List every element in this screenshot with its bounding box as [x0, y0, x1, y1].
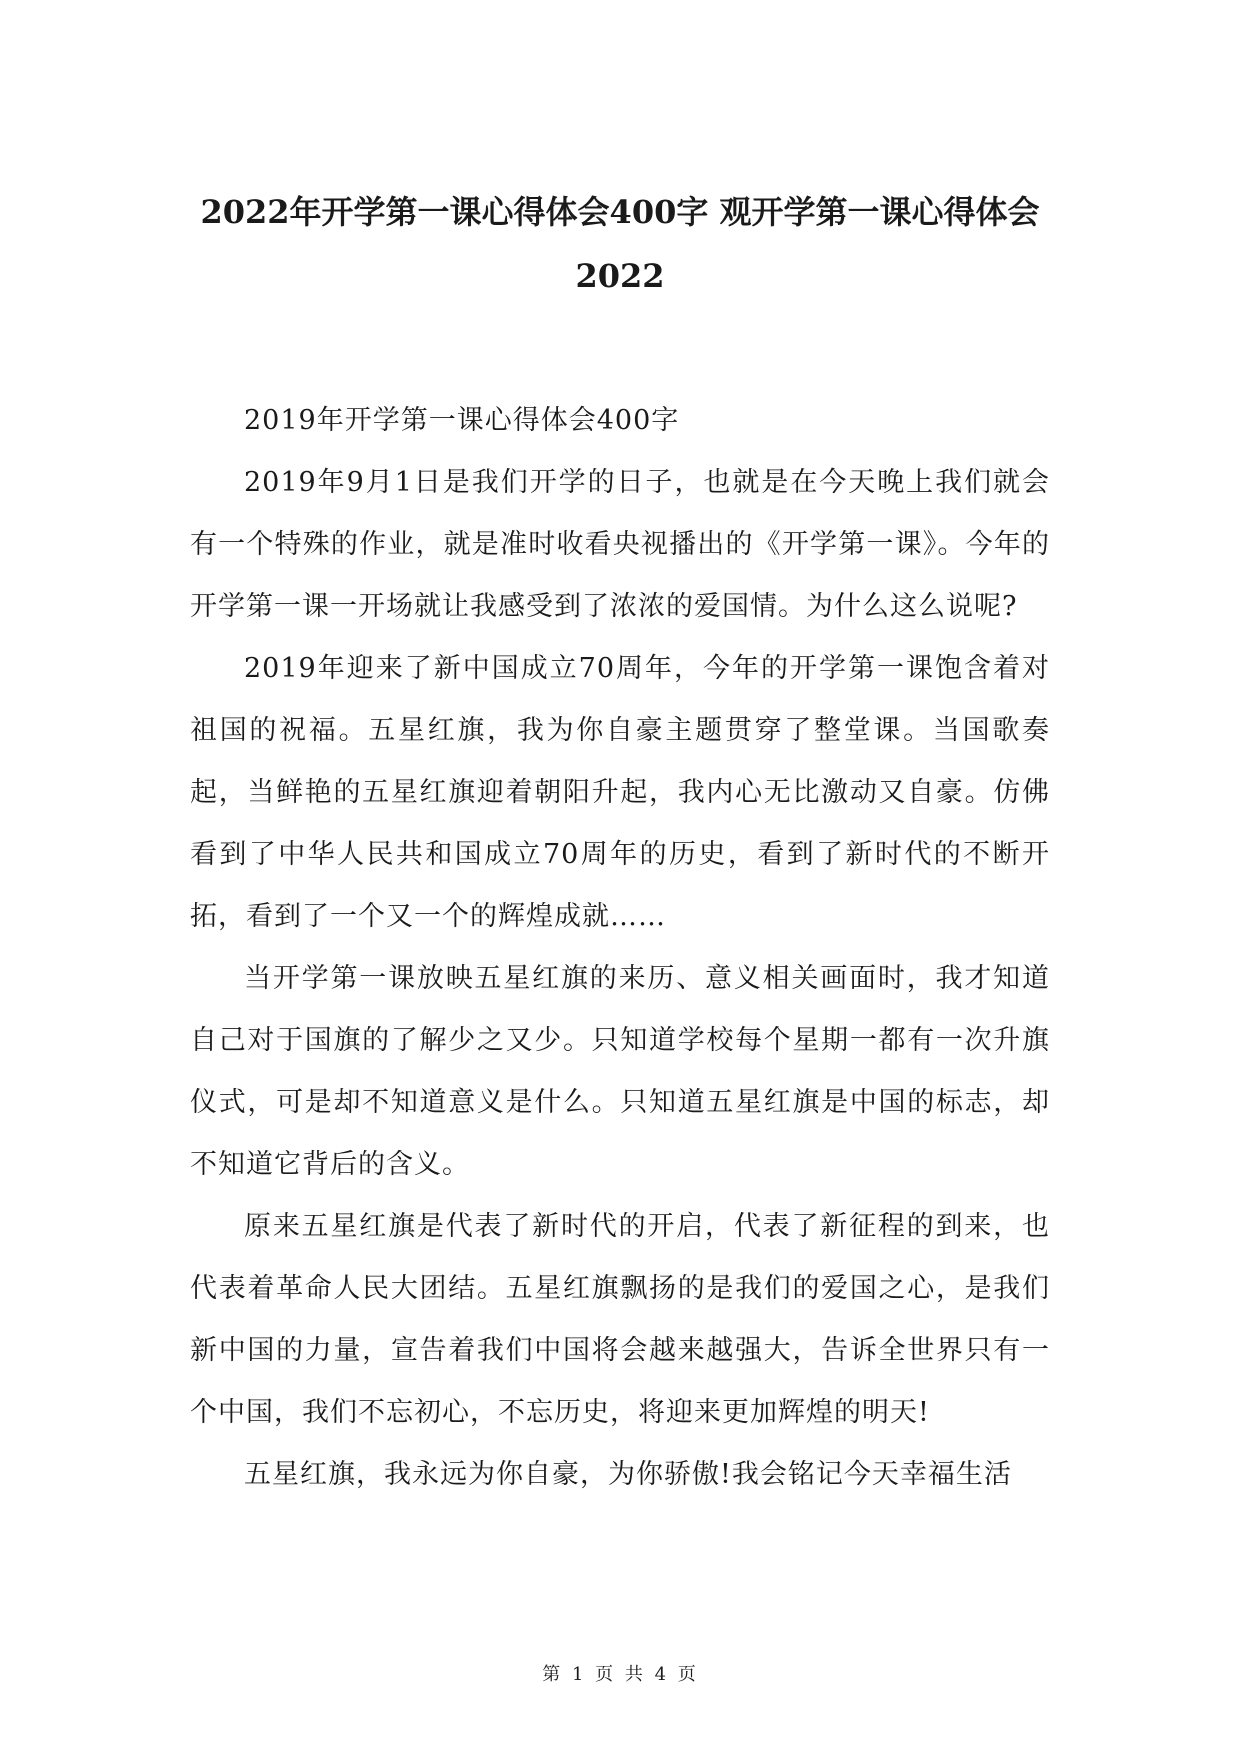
paragraph: 2019年9月1日是我们开学的日子，也就是在今天晚上我们就会有一个特殊的作业，就是准时收看央视播出的《开学第一课》。今年的开学第一课一开场就让我感受到了浓浓的爱国情。为什么这么说呢? [190, 467, 1050, 622]
paragraph: 五星红旗，我永远为你自豪，为你骄傲!我会铭记今天幸福生活 [244, 1459, 1012, 1490]
document-body [190, 390, 1050, 1506]
paragraph: 原来五星红旗是代表了新时代的开启，代表了新征程的到来，也代表着革命人民大团结。五星红旗飘扬的是我们的爱国之心，是我们新中国的力量，宣告着我们中国将会越来越强大，告诉全世界只有一个中国，我们不忘初心，不忘历史，将迎来更加辉煌的明天! [190, 1211, 1050, 1428]
document-title: 2022年开学第一课心得体会400字 观开学第一课心得体会2022 [200, 193, 1040, 295]
paragraph: 2019年迎来了新中国成立70周年，今年的开学第一课饱含着对祖国的祝福。五星红旗，我为你自豪主题贯穿了整堂课。当国歌奏起，当鲜艳的五星红旗迎着朝阳升起，我内心无比激动又自豪。仿佛看到了中华人民共和国成立70周年的历史，看到了新时代的不断开拓，看到了一个又一个的辉煌成就…… [190, 653, 1050, 932]
page-footer: 第 1 页 共 4 页 [542, 1664, 699, 1685]
paragraph-heading: 2019年开学第一课心得体会400字 [244, 405, 680, 436]
paragraph: 当开学第一课放映五星红旗的来历、意义相关画面时，我才知道自己对于国旗的了解少之又少。只知道学校每个星期一都有一次升旗仪式，可是却不知道意义是什么。只知道五星红旗是中国的标志，却不知道它背后的含义。 [190, 963, 1050, 1180]
